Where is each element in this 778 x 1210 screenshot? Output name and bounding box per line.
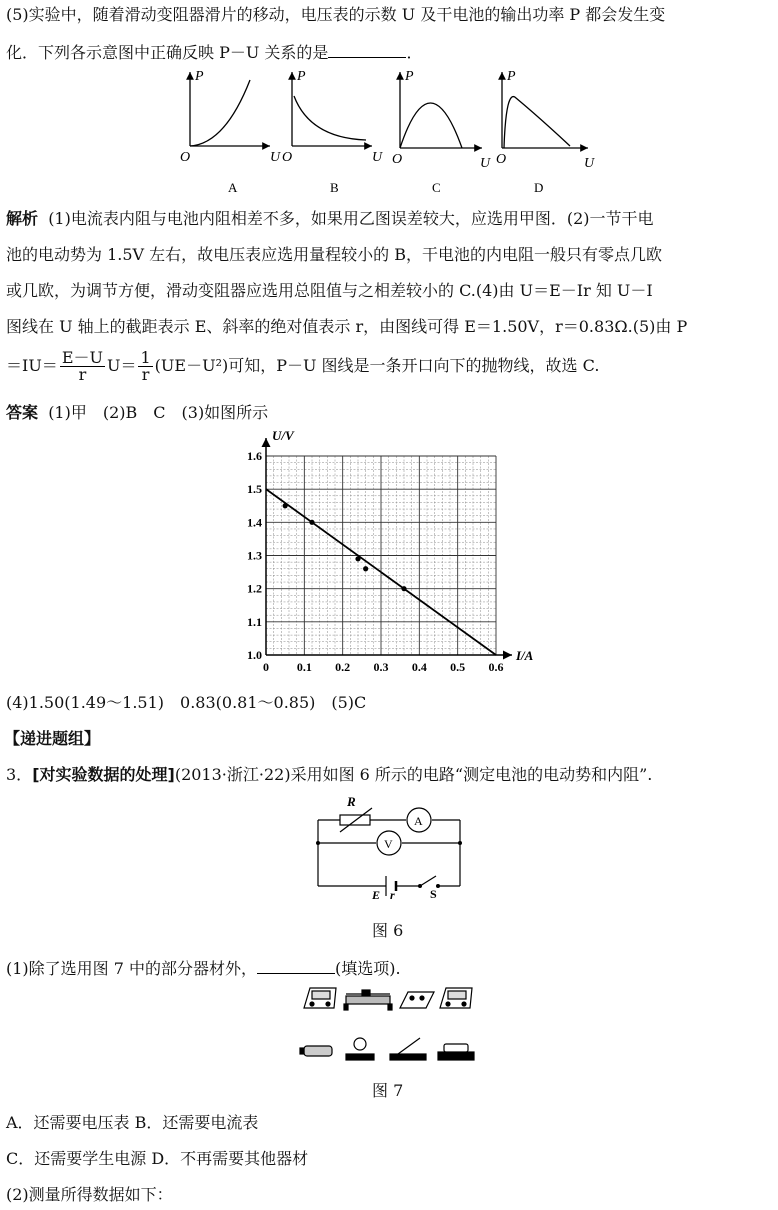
x-tick-label: 0.4: [411, 660, 427, 674]
analysis-label: 解析: [6, 209, 39, 228]
bulb-icon: [346, 1038, 374, 1060]
analysis-line1: [6, 208, 654, 230]
graph-a-p: P: [195, 69, 204, 84]
options-ab: A．还需要电压表 B．还需要电流表: [6, 1113, 259, 1132]
q3-line: [6, 764, 652, 786]
analysis-eq-start: ＝IU＝: [6, 356, 58, 375]
data-point: [355, 556, 360, 561]
graph-c-p: P: [405, 69, 414, 84]
graph-a-label: A: [228, 180, 238, 195]
chart-y-label: U/V: [272, 428, 294, 443]
data-point: [363, 566, 368, 571]
graph-c: [392, 69, 491, 195]
label-e: E: [372, 888, 381, 900]
frac2-denominator: r: [141, 365, 150, 384]
graph-d: [496, 69, 595, 195]
label-v-voltmeter: V: [384, 837, 393, 851]
y-tick-label: 1.4: [247, 515, 262, 530]
meter-icon-2: [440, 988, 472, 1008]
x-tick-label: 0: [263, 660, 269, 674]
chart-x-ticks: [263, 660, 504, 674]
graph-b-o: O: [282, 150, 293, 165]
graph-c-label: C: [432, 180, 441, 195]
q3-number: 3．: [6, 765, 33, 784]
data-point: [401, 586, 406, 591]
fig6-caption: 图 6: [372, 921, 404, 940]
q3-tag: [对实验数据的处理]: [32, 765, 175, 784]
answer-line2: (4)1.50(1.49～1.51) 0.83(0.81～0.85) (5)C: [6, 693, 367, 712]
graph-d-p: P: [507, 69, 516, 84]
analysis-line4: 图线在 U 轴上的截距表示 E、斜率的绝对值表示 r，由图线可得 E＝1.50V，r＝0.83Ω.(5)由 P: [6, 317, 688, 336]
q3-part2: (2)测量所得数据如下：: [6, 1185, 173, 1204]
dry-cell-icon: [300, 1046, 332, 1056]
label-r-rheostat: R: [347, 794, 356, 809]
graph-b-p: P: [297, 69, 306, 84]
q5-question-text: 化．下列各示意图中正确反映 P－U 关系的是: [6, 43, 329, 62]
y-tick-label: 1.3: [247, 548, 262, 563]
x-tick-label: 0.6: [488, 660, 504, 674]
x-tick-label: 0.1: [296, 660, 312, 674]
graph-a-u: U: [270, 150, 281, 165]
x-tick-label: 0.2: [335, 660, 351, 674]
u-i-chart: [228, 428, 548, 684]
options-cd: C．还需要学生电源 D．不再需要其他器材: [6, 1149, 309, 1168]
graph-b-u: U: [372, 150, 383, 165]
y-tick-label: 1.2: [247, 581, 262, 596]
answer-line: [6, 402, 268, 424]
answer-blank: [328, 43, 406, 58]
data-point: [309, 520, 314, 525]
q5-line1: (5)实验中，随着滑动变阻器滑片的移动，电压表的示数 U 及干电池的输出功率 P 都会发生变: [6, 5, 666, 24]
pu-graphs: [170, 68, 610, 198]
graph-b-label: B: [330, 180, 339, 195]
analysis-line3: 或几欧，为调节方便，滑动变阻器应选用总阻值与之相差较小的 C.(4)由 U＝E－Ir 知 U－I: [6, 281, 653, 300]
fraction-e-minus-u-over-r: [60, 350, 105, 383]
answer-label: 答案: [6, 403, 39, 422]
q5-line2: [6, 42, 422, 64]
answer-text: (1)甲 (2)B C (3)如图所示: [48, 403, 269, 422]
progressive-heading: 【递进题组】: [4, 729, 101, 748]
graph-d-o: O: [496, 152, 507, 167]
rheostat-icon: [344, 990, 392, 1010]
fraction-1-over-r: [138, 350, 152, 383]
q3-part1-blank: [257, 959, 335, 974]
graph-d-label: D: [534, 180, 544, 195]
graph-a: [180, 69, 281, 195]
analysis-eq-mid: U＝: [106, 356, 137, 375]
graph-a-o: O: [180, 150, 191, 165]
q3-text: (2013·浙江·22)采用如图 6 所示的电路“测定电池的电动势和内阻”.: [174, 765, 653, 784]
x-tick-label: 0.3: [373, 660, 389, 674]
x-tick-label: 0.5: [450, 660, 466, 674]
battery-box-icon: [400, 992, 434, 1008]
label-s: S: [430, 887, 437, 900]
q5-period: ．: [406, 43, 423, 62]
analysis-line5: [6, 348, 599, 384]
switch-symbol: [420, 876, 436, 886]
switch-icon: [390, 1038, 426, 1060]
resistor-icon: [438, 1044, 474, 1060]
graph-c-o: O: [392, 152, 403, 167]
circuit-diagram: [310, 790, 470, 900]
frac2-numerator: 1: [140, 348, 151, 367]
chart-y-ticks: [247, 449, 262, 662]
graph-b: [282, 69, 383, 195]
y-tick-label: 1.5: [247, 482, 262, 497]
equipment-figure: [298, 982, 478, 1068]
y-tick-label: 1.6: [247, 449, 262, 463]
graph-d-u: U: [584, 156, 595, 171]
analysis-text1: (1)电流表内阻与电池内阻相差不多，如果用乙图误差较大，应选用甲图．(2)一节干电: [48, 209, 654, 228]
frac1-numerator: E－U: [61, 348, 103, 367]
data-point: [283, 503, 288, 508]
y-tick-label: 1.0: [247, 648, 262, 662]
label-small-r: r: [390, 888, 395, 900]
q3-part1: [6, 958, 401, 980]
q3-part1-tail: (填选项).: [335, 959, 401, 978]
label-a-ammeter: A: [414, 814, 423, 828]
chart-x-label: I/A: [516, 648, 534, 663]
fig7-caption: 图 7: [372, 1081, 404, 1100]
graph-c-u: U: [480, 156, 491, 171]
y-tick-label: 1.1: [247, 614, 262, 629]
frac1-denominator: r: [78, 365, 87, 384]
q3-part1-text: (1)除了选用图 7 中的部分器材外，: [6, 959, 258, 978]
analysis-eq-end: (UE－U²)可知，P－U 图线是一条开口向下的抛物线，故选 C.: [154, 356, 600, 375]
analysis-line2: 池的电动势为 1.5V 左右，故电压表应选用量程较小的 B，干电池的内电阻一般只有零点几欧: [6, 245, 663, 264]
chart-major-grid: [266, 456, 496, 655]
meter-icon-1: [304, 988, 336, 1008]
